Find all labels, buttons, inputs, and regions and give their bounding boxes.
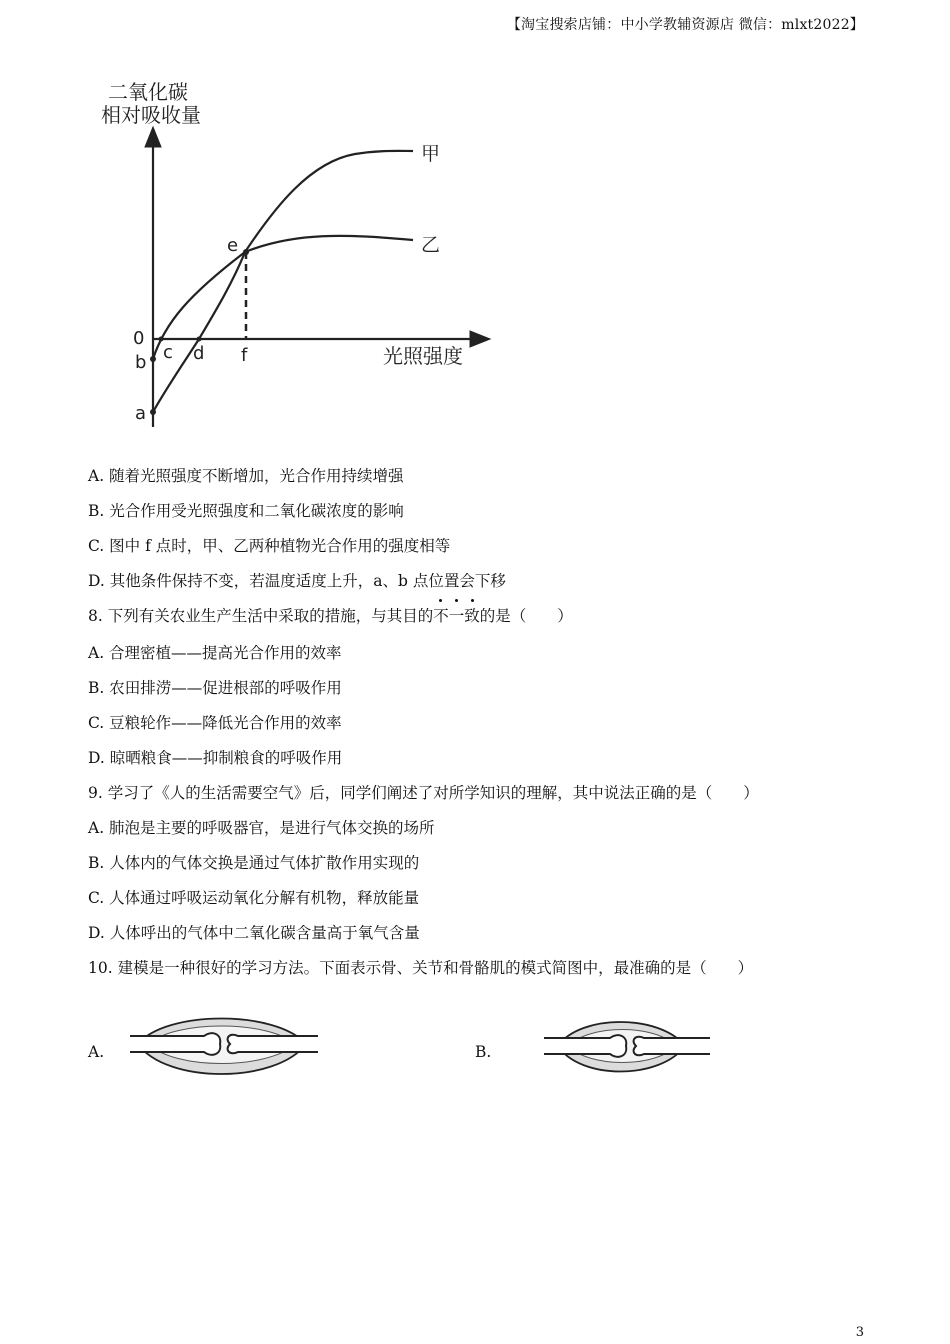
q8-option-c: C. 豆粮轮作——降低光合作用的效率 <box>88 714 342 732</box>
q10-option-b-diagram <box>540 1008 714 1090</box>
q8-option-b: B. 农田排涝——促进根部的呼吸作用 <box>88 679 342 697</box>
q10-stem: 10. 建模是一种很好的学习方法。下面表示骨、关节和骨骼肌的模式简图中，最准确的是（ ） <box>88 959 754 977</box>
x-label: 光照强度 <box>383 344 463 368</box>
q10-option-a-label: A. <box>88 1043 105 1061</box>
origin-label: 0 <box>133 328 145 349</box>
q9-option-d: D. 人体呼出的气体中二氧化碳含量高于氧气含量 <box>88 924 420 942</box>
point-e-label: e <box>227 235 239 256</box>
q8-option-a: A. 合理密植——提高光合作用的效率 <box>88 644 342 662</box>
point-d-label: d <box>193 343 205 364</box>
q7-option-a: A. 随着光照强度不断增加，光合作用持续增强 <box>88 467 404 485</box>
y-label-line1: 二氧化碳 <box>108 80 188 104</box>
q7-option-c: C. 图中 f 点时，甲、乙两种植物光合作用的强度相等 <box>88 537 451 555</box>
q9-stem: 9. 学习了《人的生活需要空气》后，同学们阐述了对所学知识的理解，其中说法正确的是（ ） <box>88 784 759 802</box>
q10-option-b-label: B. <box>475 1043 492 1061</box>
q7-option-d: D. 其他条件保持不变，若温度适度上升，a、b 点位置会下移 <box>88 572 506 590</box>
point-c <box>159 337 164 342</box>
point-f-label: f <box>241 345 248 366</box>
point-b-label: b <box>135 352 147 373</box>
q8-stem <box>88 606 573 626</box>
point-c-label: c <box>163 342 173 363</box>
photosynthesis-graph <box>95 72 515 442</box>
curve-jia <box>153 151 413 412</box>
q8-emphasis-char: 一 <box>448 607 465 625</box>
point-a-label: a <box>135 403 147 424</box>
curve-jia-label: 甲 <box>421 143 441 165</box>
page-number: 3 <box>855 1325 864 1340</box>
q8-stem-after: 的是（ ） <box>479 607 573 625</box>
q10-option-a-diagram <box>126 1008 322 1090</box>
point-e <box>243 249 249 255</box>
y-label-line2: 相对吸收量 <box>101 103 201 127</box>
point-d <box>197 337 202 342</box>
curve-yi-label: 乙 <box>421 234 441 256</box>
q8-option-d: D. 晾晒粮食——抑制粮食的呼吸作用 <box>88 749 343 767</box>
page-header: 【淘宝搜索店铺：中小学教辅资源店 微信：mlxt2022】 <box>506 17 864 33</box>
q9-option-b: B. 人体内的气体交换是通过气体扩散作用实现的 <box>88 854 420 872</box>
point-a <box>150 409 156 415</box>
point-b <box>150 356 156 362</box>
q7-option-b: B. 光合作用受光照强度和二氧化碳浓度的影响 <box>88 502 404 520</box>
q8-emphasis-char: 致 <box>464 607 480 625</box>
curve-yi <box>153 236 413 359</box>
q9-option-c: C. 人体通过呼吸运动氧化分解有机物，释放能量 <box>88 889 420 907</box>
q8-emphasis-char: 不 <box>433 607 449 625</box>
q8-stem-before: 8. 下列有关农业生产生活中采取的措施，与其目的 <box>88 607 434 625</box>
q9-option-a: A. 肺泡是主要的呼吸器官，是进行气体交换的场所 <box>88 819 435 837</box>
